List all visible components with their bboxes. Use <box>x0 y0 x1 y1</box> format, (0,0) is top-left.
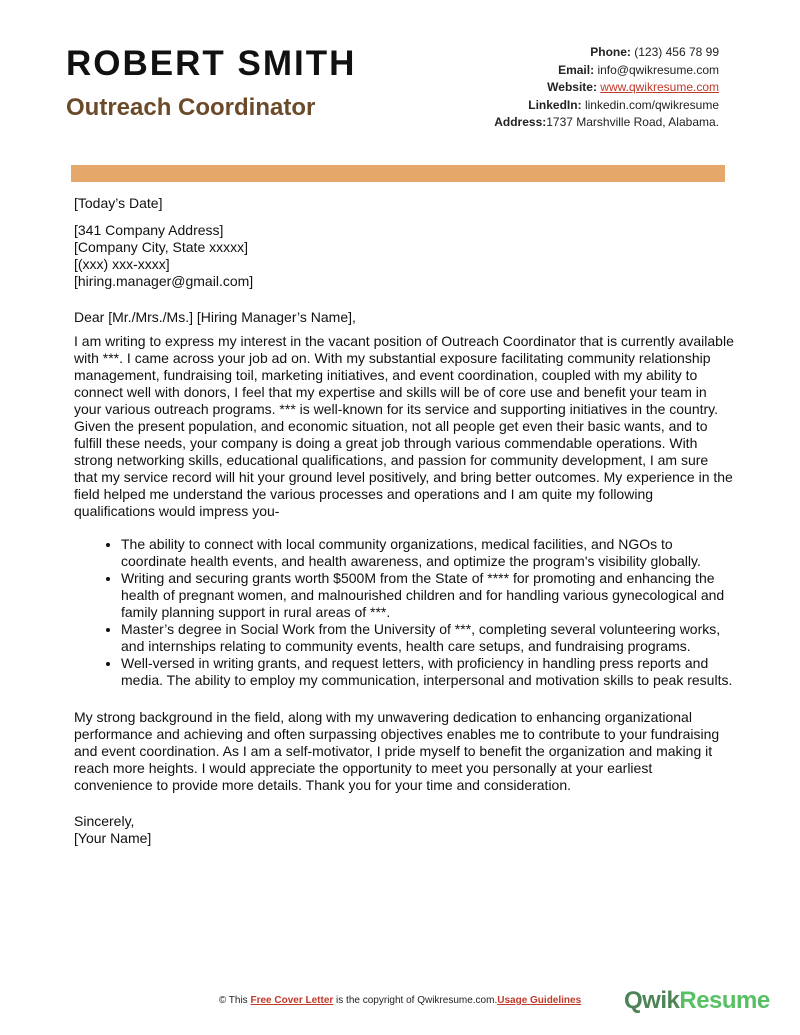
letter-body <box>74 195 734 847</box>
recipient-address <box>74 222 734 290</box>
body-paragraph-1: I am writing to express my interest in the vacant position of Outreach Coordinator that is currently available with ***. I came across your job ad on. With my substantial exposure facilitating community relationship management, fundraising toil, marketing initiatives, and event coordination, coupled with my ability to connect well with donors, I feel that my expertise and skills will be of core use and benefit your team in your various outreach programs. *** is well-known for its service and supporting initiatives in the country. Given the present population, and economic situation, not all people get even their basic wants, and to fulfill these needs, your company is doing a great job through various commendable operations. With strong networking skills, educational qualifications, and passion for community development, I am sure that my service record will hit your ground level positively, and bring better outcomes. My experience in the field helped me understand the various processes and operations and I am quite my following qualifications would impress you- <box>74 333 734 519</box>
website-link[interactable]: www.qwikresume.com <box>600 80 719 94</box>
greeting: Dear [Mr./Mrs./Ms.] [Hiring Manager’s Name], <box>74 309 356 325</box>
list-item: • Well-versed in writing grants, and request letters, with proficiency in handling press reports and media. The ability to employ my communication, interpersonal and motivation skills to peak results. <box>121 655 734 689</box>
list-item: • Writing and securing grants worth $500M from the State of **** for promoting and enhancing the health of pregnant women, and malnourished children and for handling various gynecological and family planning support in rural areas of ***. <box>121 570 734 621</box>
footer-middle: is the copyright of Qwikresume.com. <box>333 995 498 1006</box>
linkedin-label: LinkedIn: <box>528 97 582 112</box>
signature: [Your Name] <box>74 830 152 846</box>
footer-prefix: © This <box>218 995 251 1006</box>
website-label: Website: <box>547 80 597 94</box>
free-cover-letter-link[interactable]: Free Cover Letter <box>250 995 334 1006</box>
contact-website <box>494 79 719 97</box>
address-line: [(xxx) xxx-xxxx] <box>74 256 170 272</box>
qualifications-list <box>74 536 734 689</box>
body-paragraph-2: My strong background in the field, along with my unwavering dedication to enhancing organizational performance and achieving and often surpassing objectives enables me to contribute to your fundraising and event coordination. As I am a self-motivator, I pride myself to benefit the organization and making it reach more heights. I would appreciate the opportunity to meet you personally at your earliest convenience to provide more details. Thank you for your time and consideration. <box>74 709 720 793</box>
address-line: [341 Company Address] <box>74 222 224 238</box>
address-value: 1737 Marshville Road, Alabama. <box>546 115 719 129</box>
qwikresume-logo <box>624 987 770 1015</box>
contact-address <box>494 114 719 132</box>
email-value: info@qwikresume.com <box>597 62 719 77</box>
address-label: Address: <box>494 115 547 129</box>
logo-part-qwik: Qwik <box>624 987 680 1014</box>
phone-label: Phone: <box>590 45 631 59</box>
linkedin-value: linkedin.com/qwikresume <box>584 97 719 112</box>
list-item: • The ability to connect with local community organizations, medical facilities, and NGOs to coordinate health events, and health awareness, and optimize the program's visibility globally. <box>121 536 734 570</box>
candidate-name: ROBERT SMITH <box>66 44 357 83</box>
address-line: [Company City, State xxxxx] <box>74 239 249 255</box>
contact-block <box>494 44 719 132</box>
usage-guidelines-link[interactable]: Usage Guidelines <box>497 995 582 1006</box>
contact-email <box>494 62 719 80</box>
address-line: [hiring.manager@gmail.com] <box>74 273 254 289</box>
letter-date: [Today’s Date] <box>74 195 163 211</box>
logo-part-resume: Resume <box>679 987 770 1014</box>
contact-linkedin <box>494 97 719 115</box>
list-item: • Master’s degree in Social Work from the University of ***, completing several volunteering works, and internships relating to community events, health care setups, and fundraising programs. <box>121 621 734 655</box>
contact-phone <box>494 44 719 62</box>
job-title: Outreach Coordinator <box>66 94 316 121</box>
closing: Sincerely, <box>74 813 135 829</box>
phone-value: (123) 456 78 99 <box>634 45 719 59</box>
accent-divider-bar <box>71 165 725 182</box>
email-label: Email: <box>558 62 595 77</box>
